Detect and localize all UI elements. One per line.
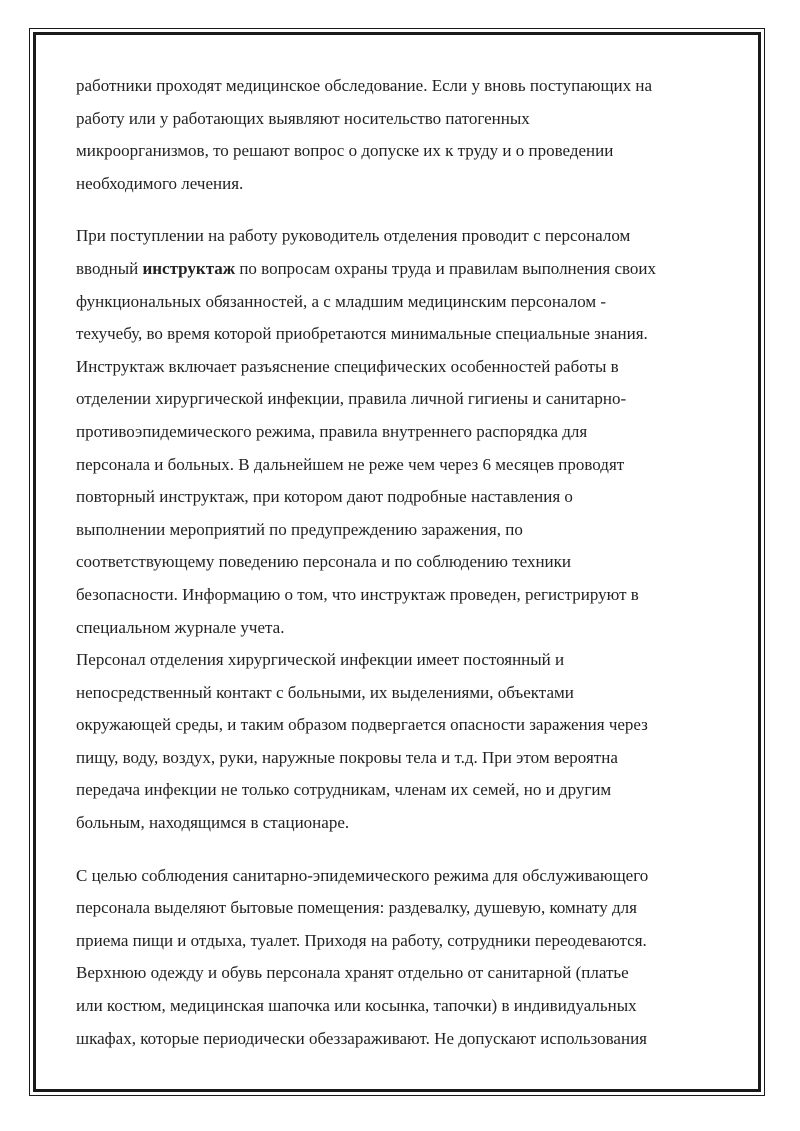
text-line: непосредственный контакт с больными, их выделениями, объектами (76, 682, 574, 702)
text-line: безопасности. Информацию о том, что инструктаж проведен, регистрируют в (76, 584, 639, 604)
text-segment: по вопросам охраны труда и правилам выполнения своих (235, 258, 657, 278)
text-line: отделении хирургической инфекции, правила личной гигиены и санитарно- (76, 389, 627, 409)
text-line: С целью соблюдения санитарно-эпидемического режима для обслуживающего (76, 865, 649, 885)
text-line: больным, находящимся в стационаре. (76, 813, 350, 833)
text-line: Инструктаж включает разъяснение специфических особенностей работы в (76, 356, 619, 376)
text-line: выполнении мероприятий по предупреждению заражения, по (76, 519, 523, 539)
document-body (76, 70, 726, 1055)
text-line: персонала выделяют бытовые помещения: раздевалку, душевую, комнату для (76, 898, 637, 918)
text-line: шкафах, которые периодически обеззараживают. Не допускают использования (76, 1028, 647, 1048)
bold-term: инструктаж (142, 258, 236, 278)
text-line: работники проходят медицинское обследование. Если у вновь поступающих на (76, 76, 653, 95)
paragraph (76, 220, 726, 644)
text-line: необходимого лечения. (76, 173, 244, 193)
paragraph (76, 644, 726, 840)
text-line: работу или у работающих выявляют носительство патогенных (76, 108, 530, 128)
paragraph-spacing (76, 200, 726, 220)
text-line: соответствующему поведению персонала и по соблюдению техники (76, 552, 572, 572)
text-line: техучебу, во время которой приобретаются минимальные специальные знания. (76, 324, 648, 344)
text-line: передача инфекции не только сотрудникам, членам их семей, но и другим (76, 780, 612, 800)
text-line: Персонал отделения хирургической инфекции имеет постоянный и (76, 650, 565, 670)
text-line: пищу, воду, воздух, руки, наружные покровы тела и т.д. При этом вероятна (76, 747, 618, 767)
text-line: повторный инструктаж, при котором дают подробные наставления о (76, 487, 573, 507)
text-segment: вводный (76, 258, 143, 278)
text-line: противоэпидемического режима, правила внутреннего распорядка для (76, 421, 588, 441)
text-line: окружающей среды, и таким образом подвергается опасности заражения через (76, 715, 648, 735)
paragraph (76, 70, 726, 200)
text-line: Верхнюю одежду и обувь персонала хранят отдельно от санитарной (платье (76, 963, 629, 983)
text-line: персонала и больных. В дальнейшем не реже чем через 6 месяцев проводят (76, 454, 625, 474)
text-line: При поступлении на работу руководитель отделения проводит с персоналом (76, 226, 631, 246)
text-line: приема пищи и отдыха, туалет. Приходя на работу, сотрудники переодеваются. (76, 930, 647, 950)
text-line: функциональных обязанностей, а с младшим медицинским персоналом - (76, 291, 607, 311)
text-line (76, 253, 726, 286)
text-line: специальном журнале учета. (76, 617, 285, 637)
text-line: или костюм, медицинская шапочка или косынка, тапочки) в индивидуальных (76, 996, 637, 1016)
paragraph-spacing (76, 840, 726, 860)
paragraph (76, 860, 726, 1056)
text-line: микроорганизмов, то решают вопрос о допуске их к труду и о проведении (76, 141, 614, 161)
